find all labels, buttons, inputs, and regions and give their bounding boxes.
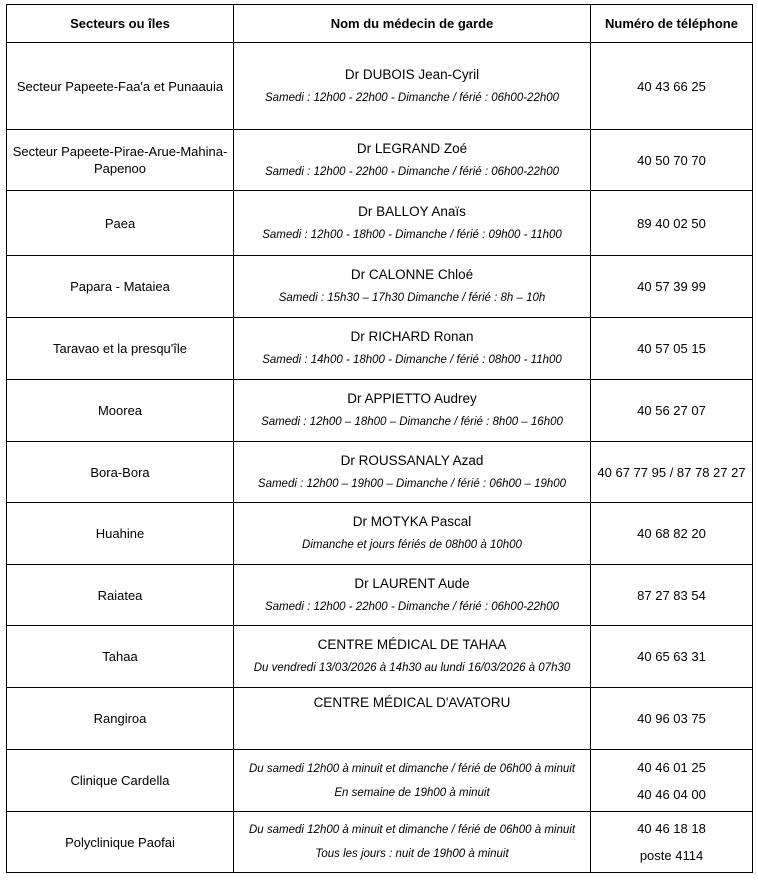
- doctor-name: Dr RICHARD Ronan: [350, 329, 474, 344]
- doctor-name: Dr APPIETTO Audrey: [347, 391, 477, 406]
- doctor-cell: [234, 503, 591, 565]
- doctor-name: Dr BALLOY Anaïs: [358, 203, 466, 219]
- table-row: [7, 442, 753, 503]
- doctor-name: CENTRE MÉDICAL DE TAHAA: [317, 637, 507, 652]
- doctor-name: Dr CALONNE Chloé: [350, 267, 474, 282]
- doctor-name: Dr LEGRAND Zoé: [356, 140, 468, 156]
- sector-cell: Bora-Bora: [7, 442, 234, 503]
- doctor-name: Dr LAURENT Aude: [354, 575, 470, 591]
- sector-cell: Taravao et la presqu'île: [7, 318, 234, 380]
- sector-cell: Moorea: [7, 380, 234, 442]
- doctor-name: Dr ROUSSANALY Azad: [340, 452, 484, 468]
- table-row: [7, 380, 753, 442]
- hours-note: Du samedi 12h00 à minuit et dimanche / férié de 06h00 à minuit: [248, 824, 576, 836]
- sector-cell: Polyclinique Paofai: [7, 812, 234, 873]
- doctor-name: Dr MOTYKA Pascal: [352, 514, 472, 529]
- on-call-doctors-table: [6, 4, 753, 873]
- sector-cell: Secteur Papeete-Pirae-Arue-Mahina-Papenoo: [7, 130, 234, 191]
- header-phone: Numéro de téléphone: [591, 5, 753, 43]
- phone-cell: 40 57 05 15: [591, 318, 753, 380]
- table-row: [7, 318, 753, 380]
- phone-number: 40 46 04 00: [637, 786, 706, 802]
- doctor-hours: Samedi : 12h00 - 22h00 - Dimanche / férié : 06h00-22h00: [264, 165, 560, 178]
- doctor-cell: [234, 626, 591, 688]
- doctor-cell: [234, 442, 591, 503]
- table-row: [7, 191, 753, 256]
- table-row: [7, 565, 753, 626]
- header-doctor: Nom du médecin de garde: [234, 5, 591, 43]
- doctor-cell: [234, 191, 591, 256]
- phone-cell: 40 57 39 99: [591, 256, 753, 318]
- phone-cell: 40 43 66 25: [591, 43, 753, 130]
- sector-cell: Raiatea: [7, 565, 234, 626]
- phone-cell: 40 65 63 31: [591, 626, 753, 688]
- phone-number: 40 46 18 18: [637, 821, 706, 836]
- hours-note: En semaine de 19h00 à minuit: [334, 786, 490, 799]
- doctor-hours: Dimanche et jours fériés de 08h00 à 10h00: [302, 539, 522, 551]
- phone-cell: [591, 812, 753, 873]
- phone-cell: 40 67 77 95 / 87 78 27 27: [591, 442, 753, 503]
- table-row: [7, 130, 753, 191]
- sector-cell: Secteur Papeete-Faa'a et Punaauia: [7, 43, 234, 130]
- hours-note: Tous les jours : nuit de 19h00 à minuit: [315, 848, 509, 860]
- header-row: [7, 5, 753, 43]
- sector-cell: Paea: [7, 191, 234, 256]
- doctor-hours: Samedi : 12h00 – 18h00 – Dimanche / férié : 8h00 – 16h00: [261, 416, 563, 428]
- doctor-hours: Samedi : 14h00 - 18h00 - Dimanche / férié : 08h00 - 11h00: [262, 354, 562, 366]
- doctor-cell: [234, 43, 591, 130]
- doctor-name: Dr DUBOIS Jean-Cyril: [344, 66, 480, 82]
- table-row: [7, 812, 753, 873]
- sector-cell: Huahine: [7, 503, 234, 565]
- doctor-hours: Samedi : 15h30 – 17h30 Dimanche / férié : 8h – 10h: [278, 292, 546, 304]
- hours-note: Du samedi 12h00 à minuit et dimanche / férié de 06h00 à minuit: [248, 762, 576, 775]
- doctor-cell: [234, 750, 591, 812]
- phone-extension: poste 4114: [639, 848, 704, 863]
- phone-cell: 40 56 27 07: [591, 380, 753, 442]
- doctor-hours: Samedi : 12h00 – 19h00 – Dimanche / férié : 06h00 – 19h00: [257, 477, 567, 490]
- doctor-hours: Samedi : 12h00 - 22h00 - Dimanche / férié : 06h00-22h00: [264, 600, 560, 613]
- doctor-cell: [234, 688, 591, 750]
- doctor-hours: Samedi : 12h00 - 18h00 - Dimanche / férié : 09h00 - 11h00: [262, 228, 562, 241]
- phone-number: 40 46 01 25: [637, 759, 706, 775]
- doctor-cell: [234, 565, 591, 626]
- doctor-cell: [234, 130, 591, 191]
- doctor-cell: [234, 256, 591, 318]
- phone-cell: 40 68 82 20: [591, 503, 753, 565]
- doctor-hours: Du vendredi 13/03/2026 à 14h30 au lundi 16/03/2026 à 07h30: [253, 662, 571, 674]
- sector-cell: Rangiroa: [7, 688, 234, 750]
- table-row: [7, 750, 753, 812]
- sector-cell: Tahaa: [7, 626, 234, 688]
- sector-cell: Clinique Cardella: [7, 750, 234, 812]
- doctor-cell: [234, 380, 591, 442]
- doctor-cell: [234, 812, 591, 873]
- doctor-hours: Samedi : 12h00 - 22h00 - Dimanche / férié : 06h00-22h00: [264, 91, 560, 104]
- doctor-cell: [234, 318, 591, 380]
- header-sector: Secteurs ou îles: [7, 5, 234, 43]
- table-row: [7, 43, 753, 130]
- doctor-name: CENTRE MÉDICAL D'AVATORU: [313, 695, 511, 710]
- phone-cell: 40 50 70 70: [591, 130, 753, 191]
- table-row: [7, 503, 753, 565]
- table-row: [7, 626, 753, 688]
- phone-cell: 40 96 03 75: [591, 688, 753, 750]
- sector-cell: Papara - Mataiea: [7, 256, 234, 318]
- phone-cell: 89 40 02 50: [591, 191, 753, 256]
- table-row: [7, 688, 753, 750]
- phone-cell: 87 27 83 54: [591, 565, 753, 626]
- table-row: [7, 256, 753, 318]
- phone-cell: [591, 750, 753, 812]
